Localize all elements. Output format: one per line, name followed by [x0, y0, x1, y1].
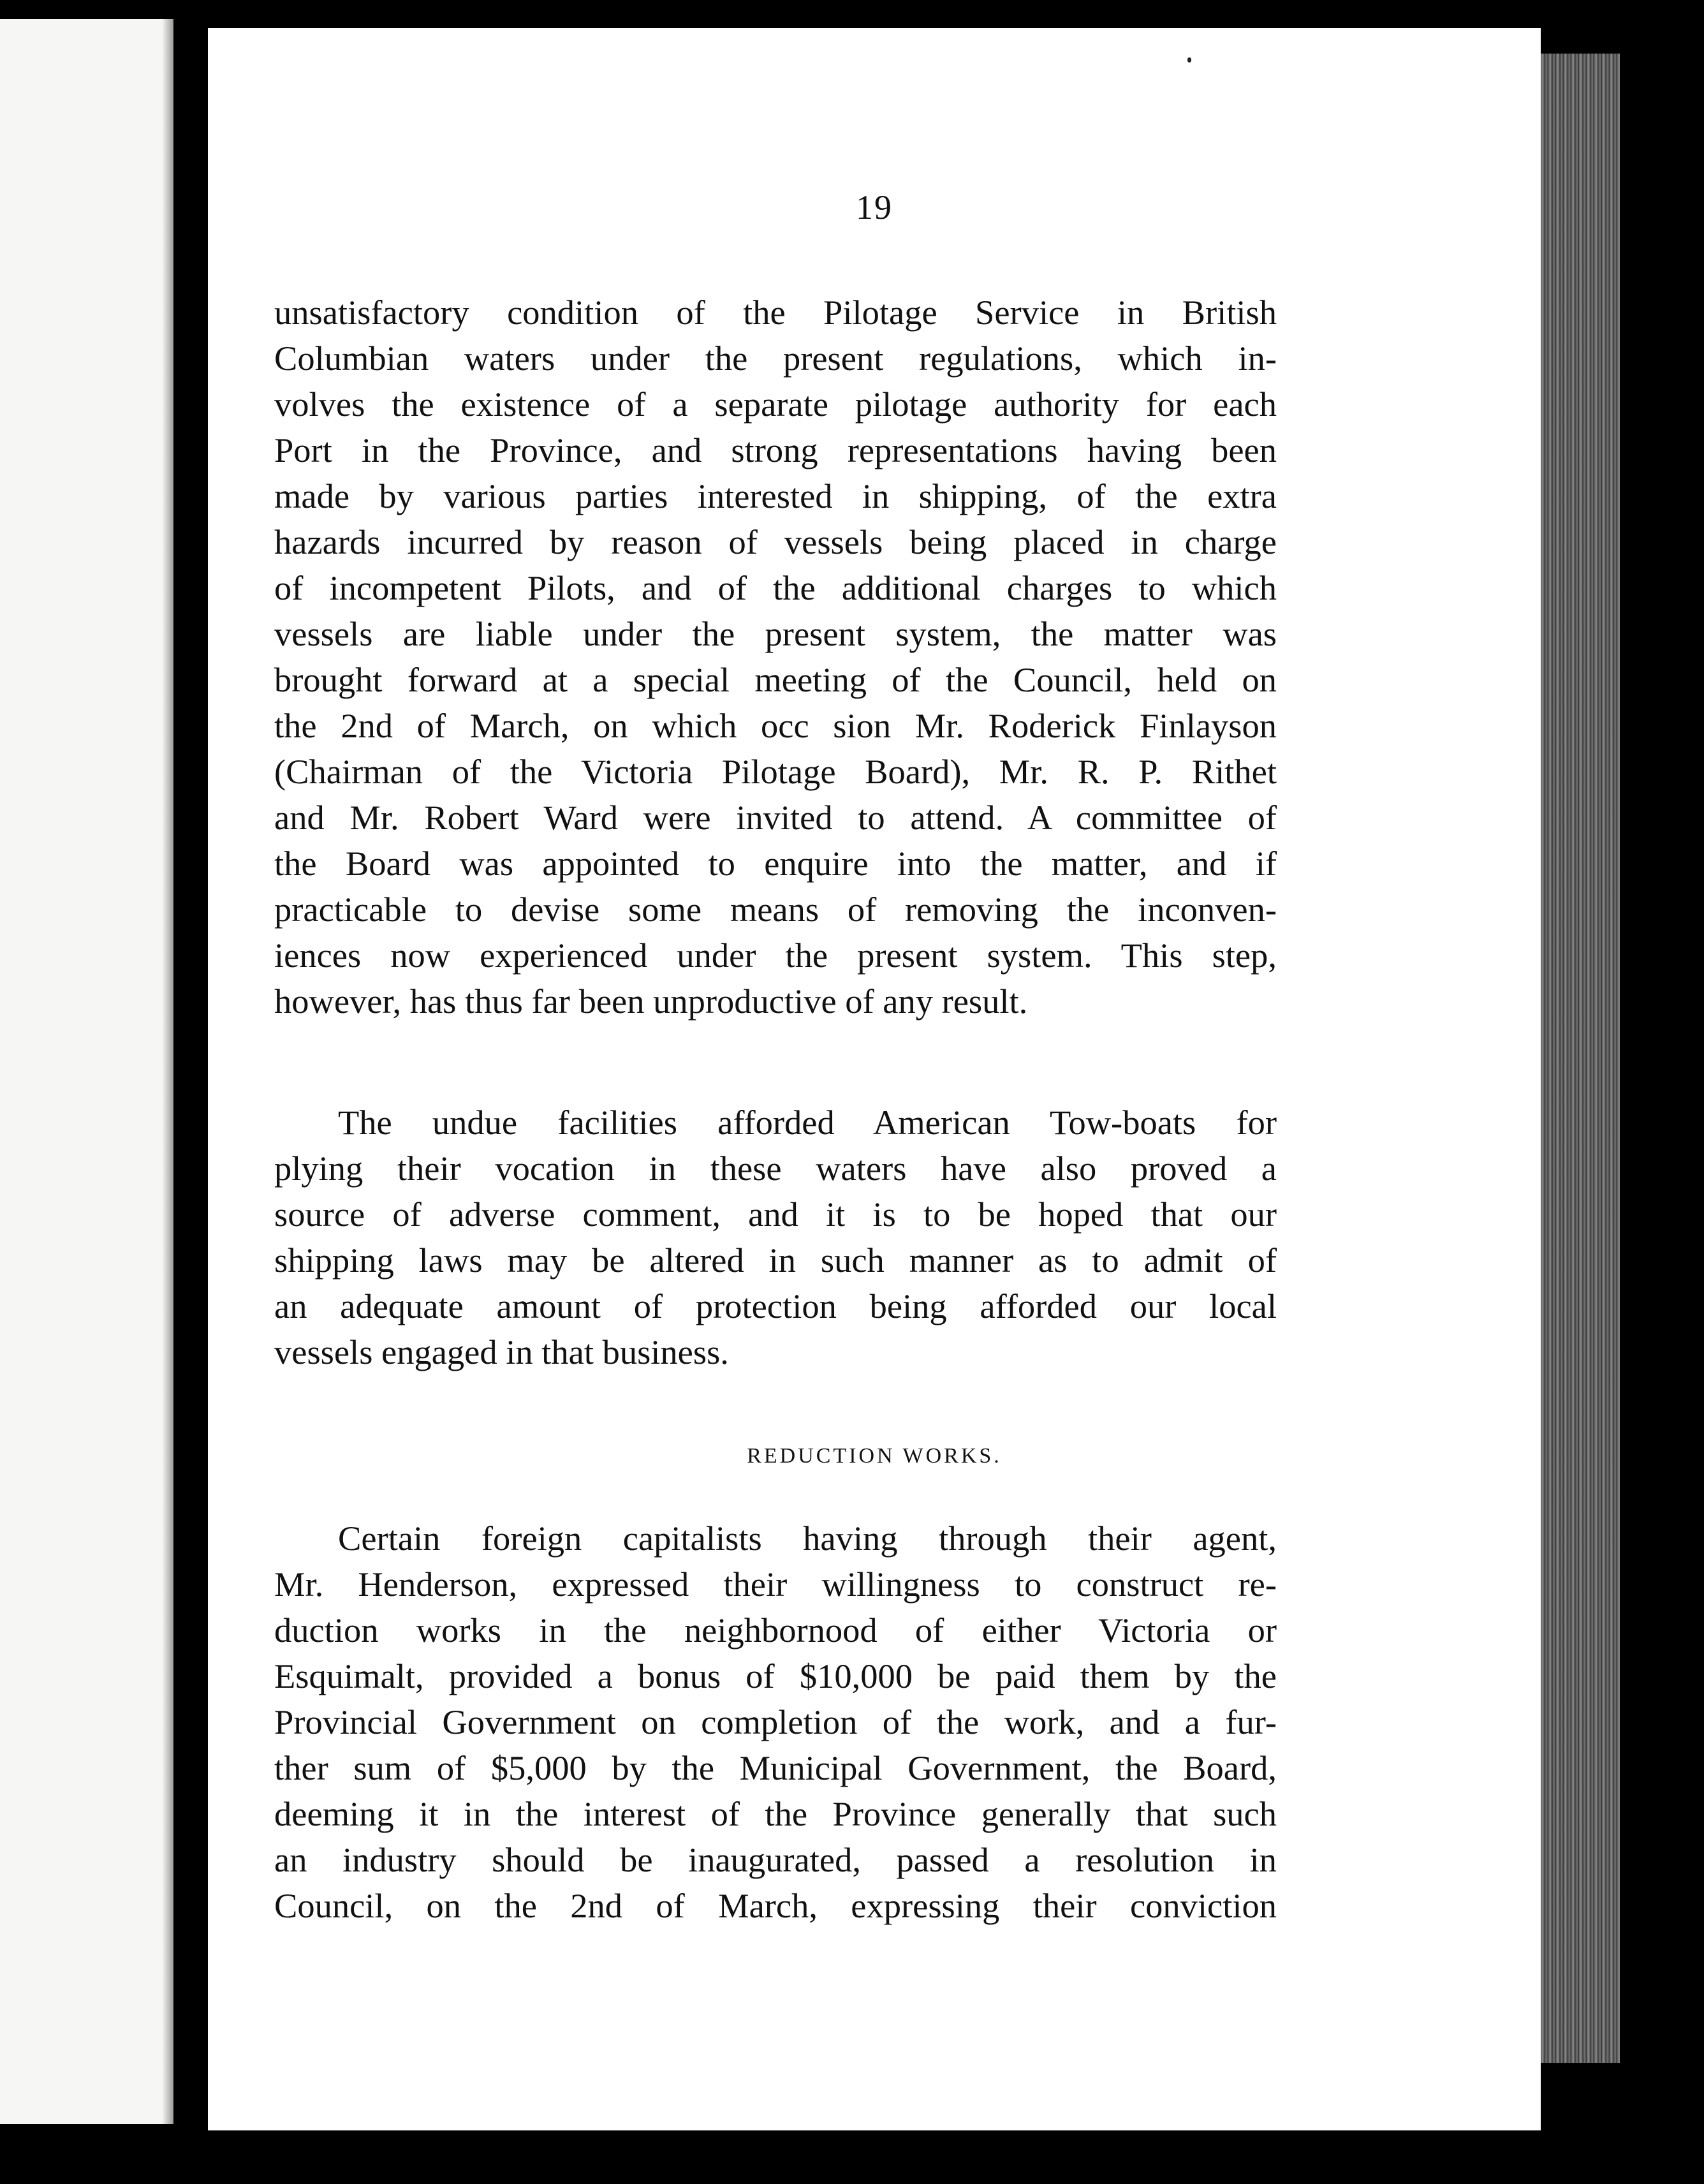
text-line: the Board was appointed to enquire into the matter, and if: [274, 844, 1277, 883]
text-line: an industry should be inaugurated, passed a resolution in: [274, 1840, 1277, 1879]
text-line: iences now experienced under the present system. This step,: [274, 936, 1277, 975]
ink-speck: [1187, 57, 1191, 63]
text-line: Provincial Government on completion of the work, and a fur-: [274, 1702, 1277, 1741]
text-line: The undue facilities afforded American Tow-boats for: [338, 1103, 1277, 1142]
binding-gutter: [173, 0, 208, 2184]
text-line: an adequate amount of protection being afforded our local: [274, 1287, 1277, 1325]
text-line: and Mr. Robert Ward were invited to attend. A committee of: [274, 798, 1277, 837]
text-line: Mr. Henderson, expressed their willingness to construct re-: [274, 1565, 1277, 1604]
text-line: Esquimalt, provided a bonus of $10,000 be paid them by the: [274, 1656, 1277, 1695]
facing-page-left: [0, 19, 173, 2124]
text-line: practicable to devise some means of removing the inconven-: [274, 890, 1277, 929]
section-heading: REDUCTION WORKS.: [747, 1444, 1002, 1468]
text-line: of incompetent Pilots, and of the additional charges to which: [274, 568, 1277, 607]
text-line: made by various parties interested in shipping, of the extra: [274, 476, 1277, 515]
text-line: the 2nd of March, on which occ sion Mr. Roderick Finlayson: [274, 706, 1277, 745]
text-line: Certain foreign capitalists having through their agent,: [338, 1519, 1277, 1558]
text-line: volves the existence of a separate pilotage authority for each: [274, 385, 1277, 424]
text-line: duction works in the neighbornood of either Victoria or: [274, 1611, 1277, 1649]
text-line: vessels are liable under the present system, the matter was: [274, 614, 1277, 653]
paragraph-tow-boats: [274, 1100, 1277, 1375]
text-line: Columbian waters under the present regulations, which in-: [274, 339, 1277, 378]
text-line: deeming it in the interest of the Province generally that such: [274, 1794, 1277, 1833]
paragraph-reduction-works: [274, 1516, 1277, 1929]
text-line: unsatisfactory condition of the Pilotage Service in British: [274, 293, 1277, 332]
text-line: ther sum of $5,000 by the Municipal Government, the Board,: [274, 1748, 1277, 1787]
book-page: [208, 28, 1541, 2130]
page-number: 19: [856, 188, 893, 226]
page-edge-stack: [1541, 54, 1620, 2063]
text-line: shipping laws may be altered in such manner as to admit of: [274, 1241, 1277, 1280]
text-line: Council, on the 2nd of March, expressing their conviction: [274, 1886, 1277, 1925]
text-line: hazards incurred by reason of vessels being placed in charge: [274, 522, 1277, 561]
paragraph-pilotage: [274, 290, 1277, 1024]
text-line: (Chairman of the Victoria Pilotage Board), Mr. R. P. Rithet: [274, 752, 1277, 791]
text-line: source of adverse comment, and it is to be hoped that our: [274, 1195, 1277, 1234]
text-line: however, has thus far been unproductive of any result.: [274, 982, 1028, 1021]
text-line: plying their vocation in these waters have also proved a: [274, 1149, 1277, 1188]
text-line: Port in the Province, and strong representations having been: [274, 431, 1277, 469]
book-cover-edge: [1620, 26, 1704, 2184]
text-line: brought forward at a special meeting of the Council, held on: [274, 660, 1277, 699]
text-line: vessels engaged in that business.: [274, 1332, 729, 1371]
